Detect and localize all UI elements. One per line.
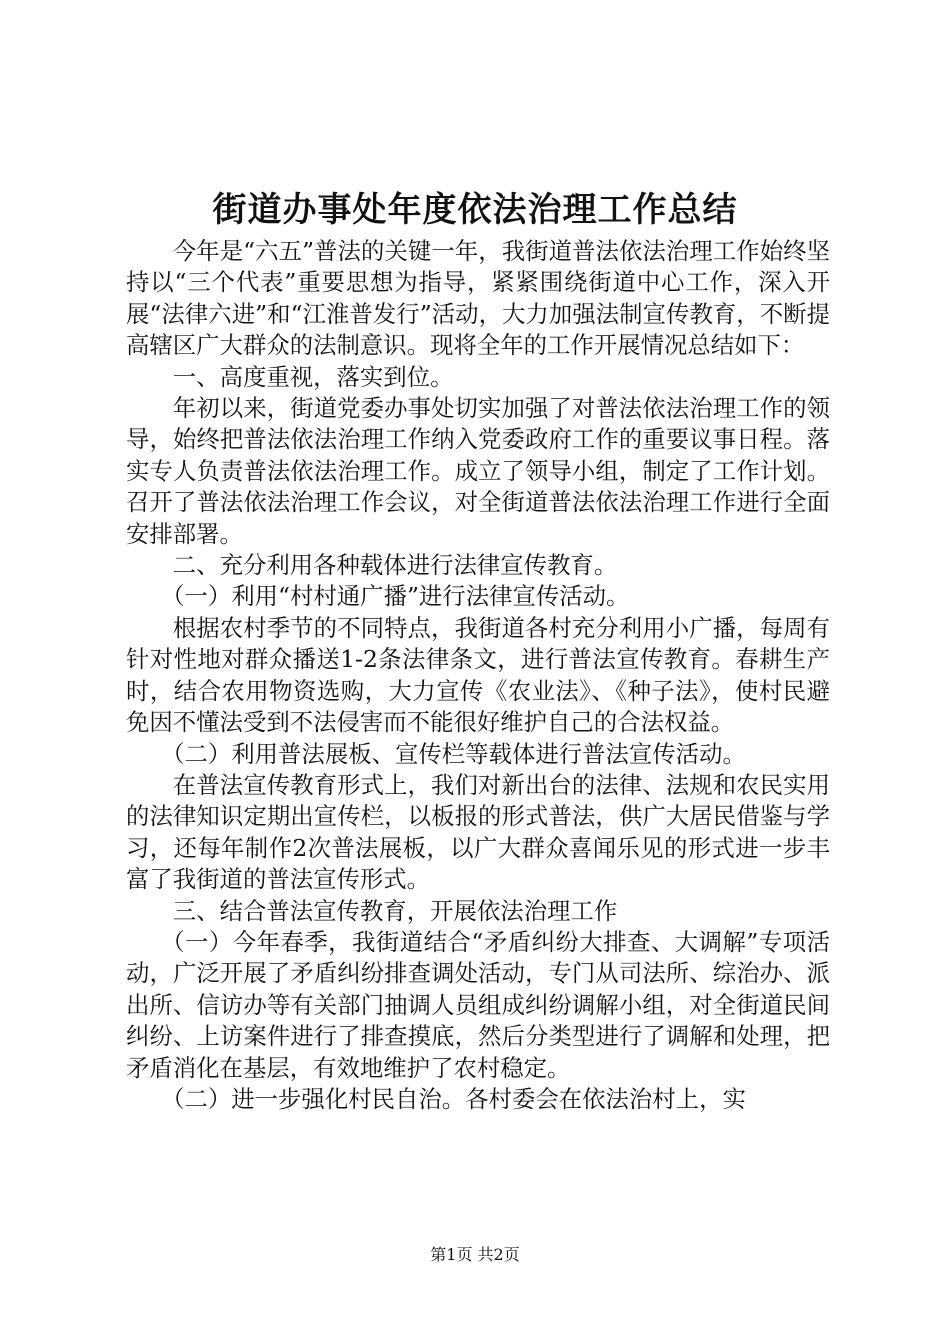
heading-section-3: 三、结合普法宣传教育，开展依法治理工作 [172,896,618,925]
heading-section-1: 一、高度重视，落实到位。 [172,362,454,391]
paragraph-2-2: 在普法宣传教育形式上，我们对新出台的法律、法规和农民实用的法律知识定期出宣传栏，以板报的形式普法，供广大居民借鉴与学习，还每年制作2次普法展板，以广大群众喜闻乐见的形式进一步丰富了我街道的普法宣传形式。 [126,770,830,894]
paragraph-2-1: 根据农村季节的不同特点，我街道各村充分利用小广播，每周有针对性地对群众播送1-2条法律条文，进行普法宣传教育。春耕生产时，结合农用物资选购，大力宣传《农业法》、《种子法》，使村民避免因不懂法受到不法侵害而不能很好维护自己的合法权益。 [126,613,830,737]
page-footer: 第1页 共2页 [430,1245,520,1264]
paragraph-section-1: 年初以来，街道党委办事处切实加强了对普法依法治理工作的领导，始终把普法依法治理工作纳入党委政府工作的重要议事日程。落实专人负责普法依法治理工作。成立了领导小组，制定了工作计划。召开了普法依法治理工作会议，对全街道普法依法治理工作进行全面安排部署。 [126,394,830,548]
subheading-2-1: （一）利用“村村通广播”进行法律宣传活动。 [161,582,630,611]
paragraph-intro: 今年是“六五”普法的关键一年，我街道普法依法治理工作始终坚持以“三个代表”重要思想为指导，紧紧围绕街道中心工作，深入开展“法律六进”和“江淮普发行”活动，大力加强法制宣传教育，不断提高辖区广大群众的法制意识。现将全年的工作开展情况总结如下： [126,237,830,360]
paragraph-3-2: （二）进一步强化村民自治。各村委会在依法治村上，实 [161,1084,746,1113]
heading-section-2: 二、充分利用各种载体进行法律宣传教育。 [172,551,618,580]
subheading-2-2: （二）利用普法展板、宣传栏等载体进行普法宣传活动。 [161,739,746,768]
document-body [126,236,830,1115]
document-title: 街道办事处年度依法治理工作总结 [212,190,738,230]
paragraph-3-1: （一）今年春季，我街道结合“矛盾纠纷大排查、大调解”专项活动，广泛开展了矛盾纠纷排查调处活动，专门从司法所、综治办、派出所、信访办等有关部门抽调人员组成纠纷调解小组，对全街道民间纠纷、上访案件进行了排查摸底，然后分类型进行了调解和处理，把矛盾消化在基层，有效地维护了农村稳定。 [126,927,830,1082]
